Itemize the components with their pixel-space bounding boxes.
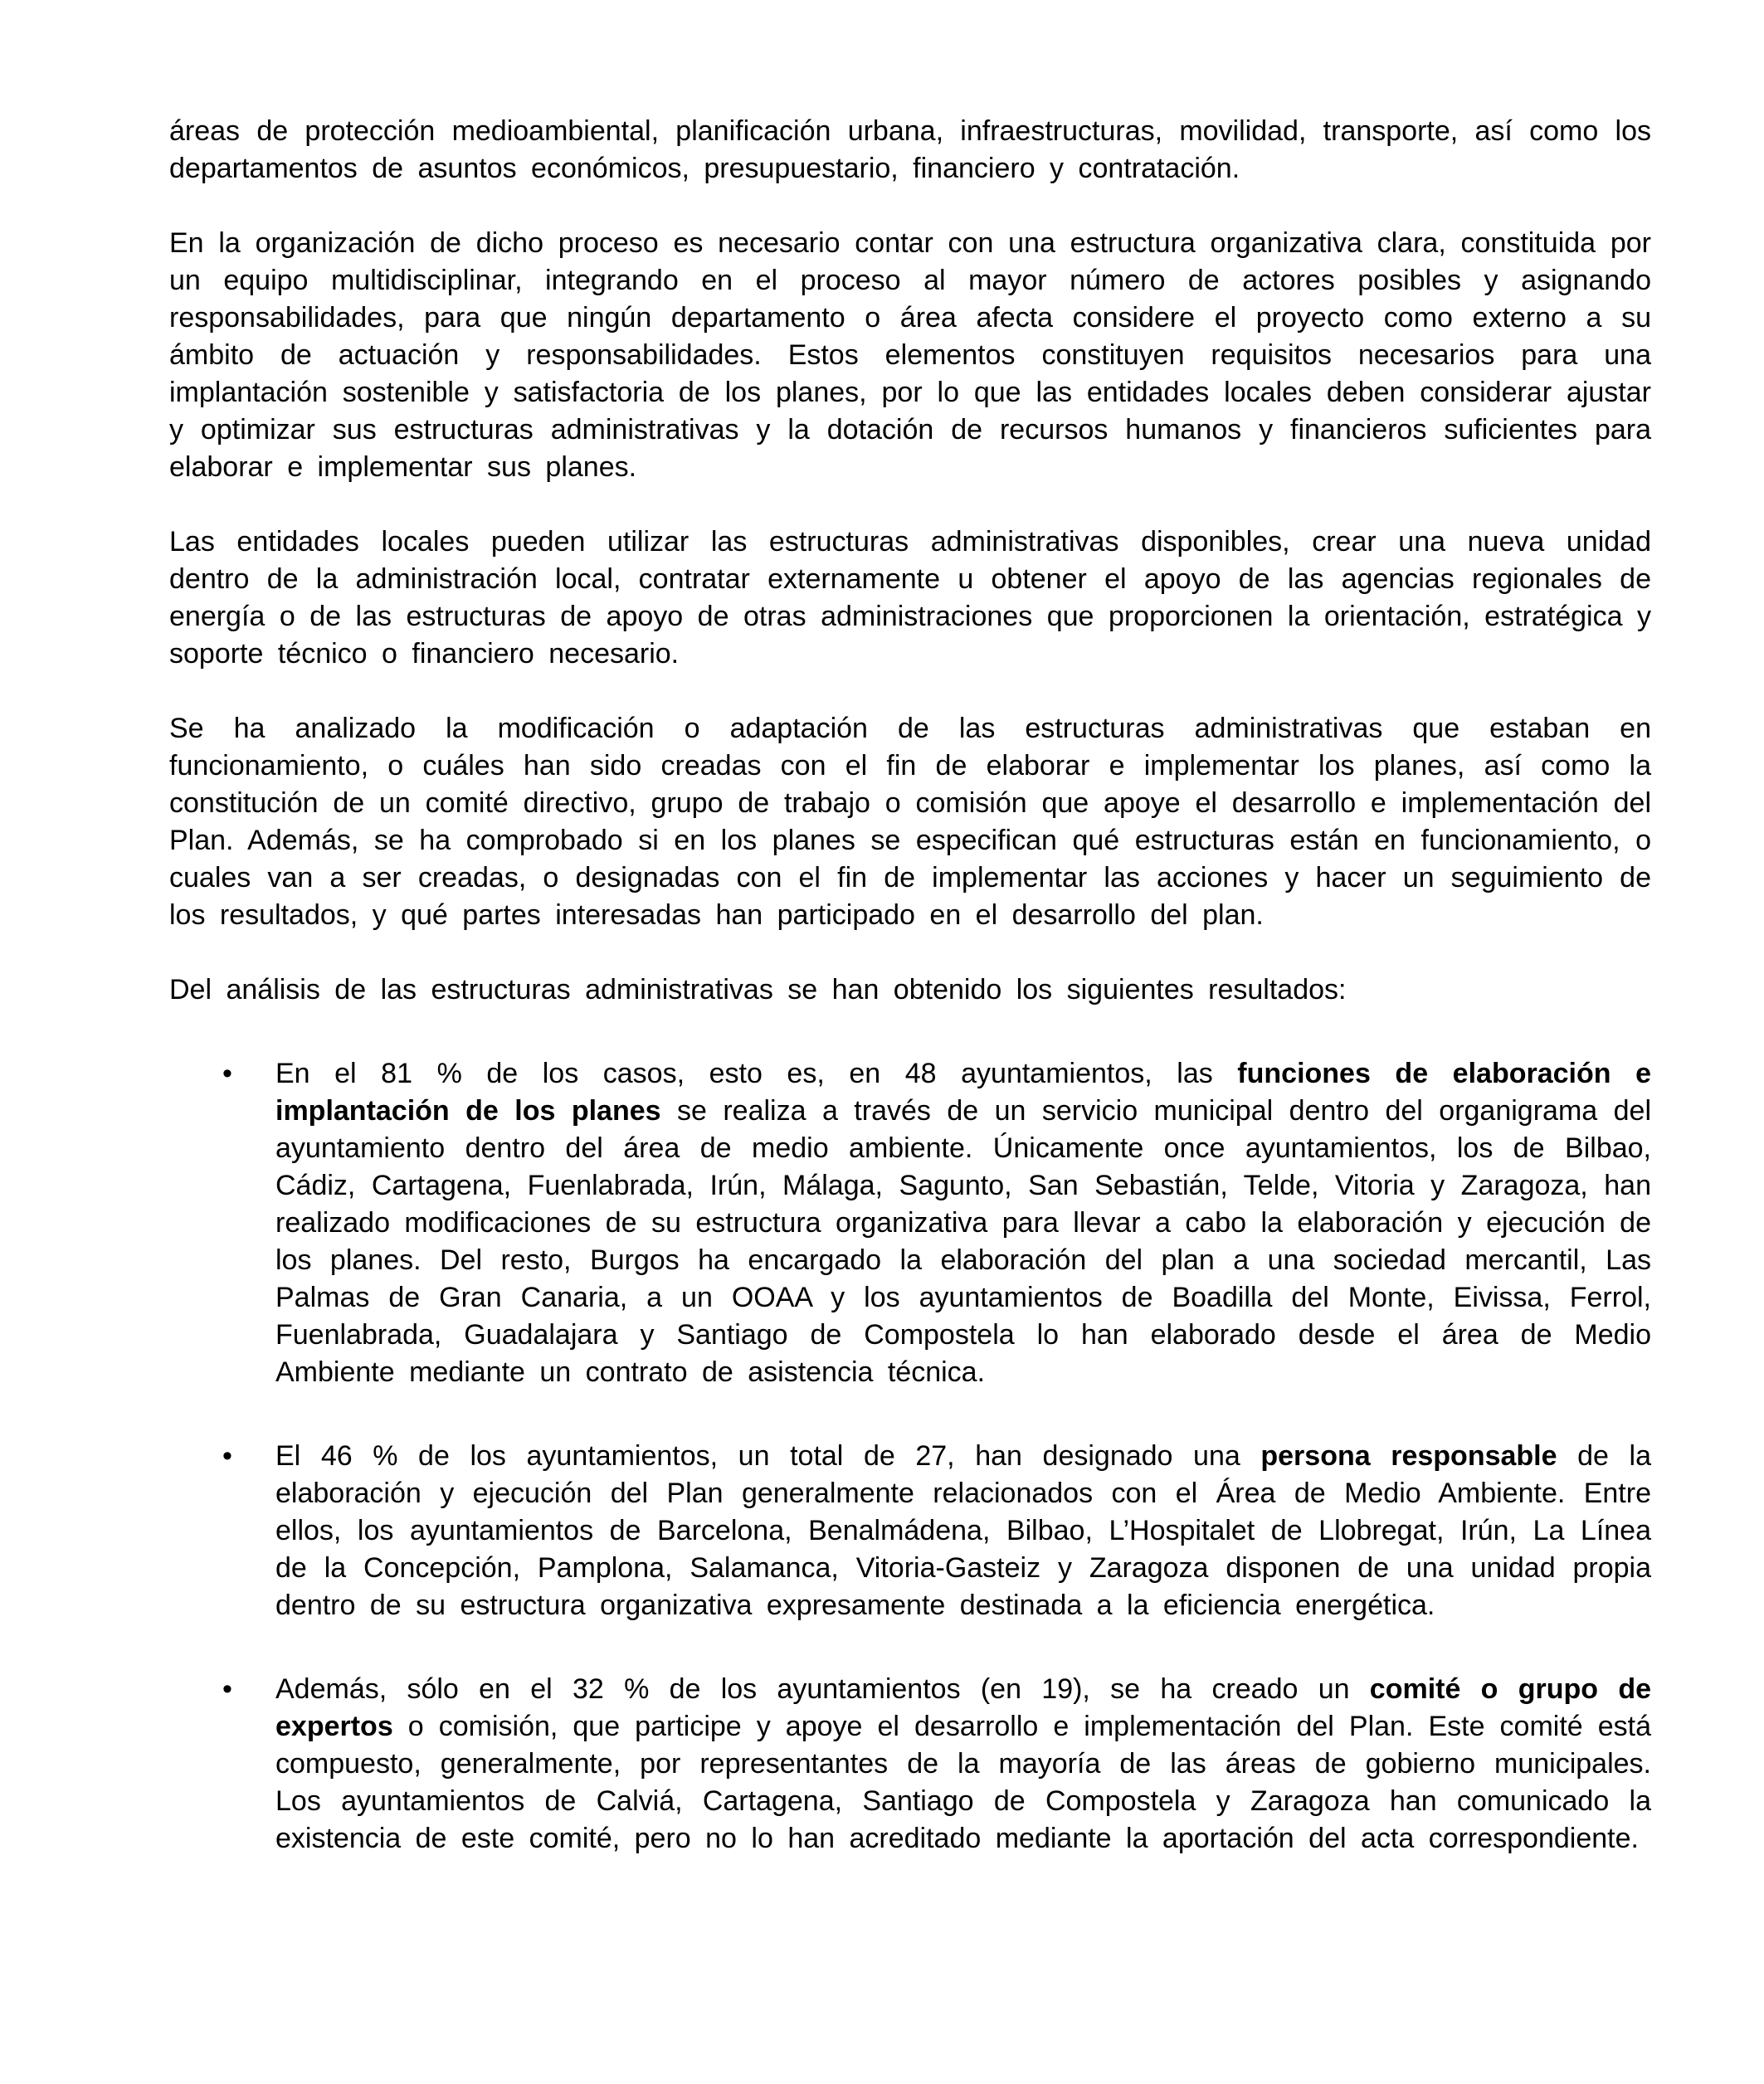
results-list — [169, 1055, 1651, 1858]
bullet-icon: • — [222, 1058, 232, 1089]
bullet-icon: • — [222, 1440, 232, 1472]
paragraph-2: En la organización de dicho proceso es necesario contar con una estructura organizativa clara, constituida por un equipo multidisciplinar, integrando en el proceso al mayor número de actores posibles y asignando responsabilidades, para que ningún departamento o área afecta considere el proyecto como externo a su ámbito de actuación y responsabilidades. Estos elementos constituyen requisitos necesarios para una implantación sostenible y satisfactoria de los planes, por lo que las entidades locales deben considerar ajustar y optimizar sus estructuras administrativas y la dotación de recursos humanos y financieros suficientes para elaborar e implementar sus planes. — [169, 227, 1651, 483]
bullet-text-3: Además, sólo en el 32 % de los ayuntamientos (en 19), se ha creado un comité o grupo de expertos o comisión, que participe y apoye el desarrollo e implementación del Plan. Este comité está compuesto, generalmente, por representantes de la mayoría de las áreas de gobierno municipales. Los ayuntamientos de Calviá, Cartagena, Santiago de Compostela y Zaragoza han comunicado la existencia de este comité, pero no lo han acreditado mediante la aportación del acta correspondiente. — [275, 1673, 1651, 1854]
bullet-icon: • — [222, 1673, 232, 1705]
document-content — [169, 113, 1651, 1858]
paragraph-4: Se ha analizado la modificación o adaptación de las estructuras administrativas que estaban en funcionamiento, o cuáles han sido creadas con el fin de elaborar e implementar los planes, así como la constitución de un comité directivo, grupo de trabajo o comisión que apoye el desarrollo e implementación del Plan. Además, se ha comprobado si en los planes se especifican qué estructuras están en funcionamiento, o cuales van a ser creadas, o designadas con el fin de implementar las acciones y hacer un seguimiento de los resultados, y qué partes interesadas han participado en el desarrollo del plan. — [169, 713, 1651, 931]
bullet-item-1 — [169, 1055, 1651, 1391]
paragraph-3: Las entidades locales pueden utilizar las estructuras administrativas disponibles, crear una nueva unidad dentro de la administración local, contratar externamente u obtener el apoyo de las agencias regionales de energía o de las estructuras de apoyo de otras administraciones que proporcionen la orientación, estratégica y soporte técnico o financiero necesario. — [169, 526, 1651, 670]
bullet-text-2: El 46 % de los ayuntamientos, un total de 27, han designado una persona responsable de la elaboración y ejecución del Plan generalmente relacionados con el Área de Medio Ambiente. Entre ellos, los ayuntamientos de Barcelona, Benalmádena, Bilbao, L’Hospitalet de Llobregat, Irún, La Línea de la Concepción, Pamplona, Salamanca, Vitoria-Gasteiz y Zaragoza disponen de una unidad propia dentro de su estructura organizativa expresamente destinada a la eficiencia energética. — [275, 1440, 1651, 1621]
results-intro: Del análisis de las estructuras administrativas se han obtenido los siguientes resultados: — [169, 974, 1347, 1005]
bullet-item-3 — [169, 1671, 1651, 1858]
bullet-item-2 — [169, 1438, 1651, 1624]
bullet-text-1: En el 81 % de los casos, esto es, en 48 ayuntamientos, las funciones de elaboración e implantación de los planes se realiza a través de un servicio municipal dentro del organigrama del ayuntamiento dentro del área de medio ambiente. Únicamente once ayuntamientos, los de Bilbao, Cádiz, Cartagena, Fuenlabrada, Irún, Málaga, Sagunto, San Sebastián, Telde, Vitoria y Zaragoza, han realizado modificaciones de su estructura organizativa para llevar a cabo la elaboración y ejecución de los planes. Del resto, Burgos ha encargado la elaboración del plan a una sociedad mercantil, Las Palmas de Gran Canaria, a un OOAA y los ayuntamientos de Boadilla del Monte, Eivissa, Ferrol, Fuenlabrada, Guadalajara y Santiago de Compostela lo han elaborado desde el área de Medio Ambiente mediante un contrato de asistencia técnica. — [275, 1058, 1652, 1388]
paragraph-1: áreas de protección medioambiental, planificación urbana, infraestructuras, movilidad, transporte, así como los departamentos de asuntos económicos, presupuestario, financiero y contratación. — [169, 115, 1651, 184]
